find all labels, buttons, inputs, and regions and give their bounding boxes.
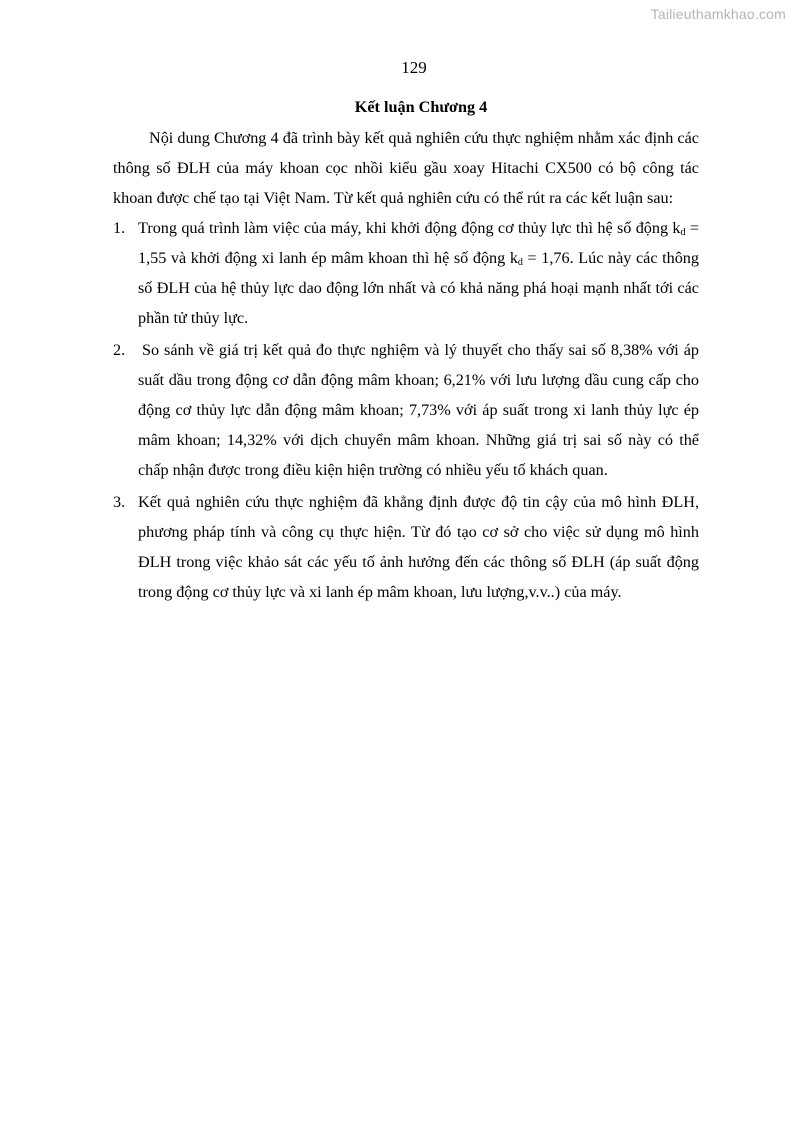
list-item-text: [138, 219, 699, 327]
list-item-text-part: = 1,76. Lúc này các thông số ĐLH của hệ thủy lực dao động lớn nhất và có khả năng phá hoại mạnh nhất tới các phần tử thủy lực.: [138, 249, 699, 327]
list-item-number: 1.: [113, 219, 126, 237]
list-item-text-part: = 1,55 và khởi động xi lanh ép mâm khoan thì hệ số động k: [138, 219, 699, 267]
watermark-text: Tailieuthamkhao.com: [650, 6, 786, 22]
document-body: [113, 92, 699, 607]
subscript-d: d: [517, 257, 523, 268]
page-number: 129: [401, 58, 427, 77]
list-item-text: So sánh về giá trị kết quả đo thực nghiệm và lý thuyết cho thấy sai số 8,38% với áp suất dầu trong động cơ dẫn động mâm khoan; 6,21% với lưu lượng dầu cung cấp cho động cơ thủy lực dẫn động mâm khoan; 7,73% với áp suất trong xi lanh thủy lực ép mâm khoan; 14,32% với dịch chuyển mâm khoan. Những giá trị sai số này có thể chấp nhận được trong điều kiện hiện trường có nhiều yếu tố khách quan.: [138, 341, 699, 479]
list-item-number: 3.: [113, 493, 126, 511]
intro-paragraph: Nội dung Chương 4 đã trình bày kết quả nghiên cứu thực nghiệm nhằm xác định các thông số ĐLH của máy khoan cọc nhồi kiểu gầu xoay Hitachi CX500 có bộ công tác khoan được chế tạo tại Việt Nam. Từ kết quả nghiên cứu có thể rút ra các kết luận sau:: [113, 129, 699, 207]
list-item: [113, 487, 699, 607]
subscript-d: d: [680, 227, 686, 238]
list-item-text-part: Trong quá trình làm việc của máy, khi khởi động động cơ thủy lực thì hệ số động k: [138, 219, 681, 237]
chapter-conclusion-heading: Kết luận Chương 4: [354, 98, 488, 116]
list-item: [113, 335, 699, 485]
list-item-text: Kết quả nghiên cứu thực nghiệm đã khẳng định được độ tin cậy của mô hình ĐLH, phương pháp tính và công cụ thực hiện. Từ đó tạo cơ sở cho việc sử dụng mô hình ĐLH trong việc khảo sát các yếu tố ảnh hưởng đến các thông số ĐLH (áp suất động trong động cơ thủy lực và xi lanh ép mâm khoan, lưu lượng,v.v..) của máy.: [138, 493, 699, 601]
list-item: [113, 213, 699, 333]
list-item-number: 2.: [113, 341, 126, 359]
conclusion-list: [113, 213, 699, 607]
